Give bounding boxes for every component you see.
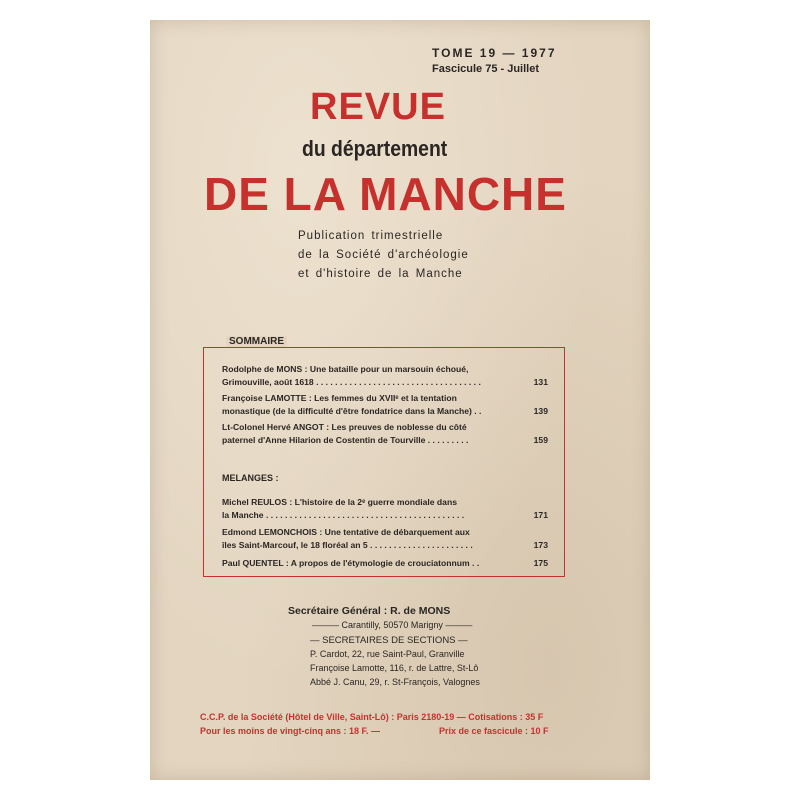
entry-title: A propos de l'étymologie de crouciatonnum . . <box>290 558 480 568</box>
entry-author: Michel REULOS : <box>222 497 293 507</box>
section-secretary: Françoise Lamotte, 116, r. de Lattre, St-Lô <box>310 663 479 673</box>
title-du-departement: du département <box>302 136 448 161</box>
entry-page: 173 <box>533 539 548 550</box>
entry-title: Les preuves de noblesse du côté <box>331 422 467 432</box>
entry-page: 171 <box>533 509 548 520</box>
publication-line-1: Publication trimestrielle <box>298 230 444 242</box>
entry-title: L'histoire de la 2ᵉ guerre mondiale dans <box>294 497 457 507</box>
melanges-entry <box>222 557 548 570</box>
melanges-heading: MELANGES : <box>222 473 279 483</box>
sommaire-heading: SOMMAIRE <box>226 336 287 347</box>
publication-line-3: et d'histoire de la Manche <box>298 268 463 280</box>
footer-price-right: Prix de ce fascicule : 10 F <box>439 726 549 736</box>
footer-price-left: Pour les moins de vingt-cinq ans : 18 F. — <box>200 726 381 736</box>
entry-title-cont: paternel d'Anne Hilarion de Costentin de Tourville . . . . . . . . . <box>222 434 469 445</box>
entry-page: 159 <box>533 434 548 445</box>
footer-ccp-line: C.C.P. de la Société (Hôtel de Ville, Saint-Lô) : Paris 2180-19 — Cotisations : 35 F <box>200 712 544 722</box>
entry-title-cont: monastique (de la difficulté d'être fondatrice dans la Manche) . . <box>222 405 482 416</box>
title-revue: REVUE <box>310 86 446 128</box>
entry-title-cont: îles Saint-Marcouf, le 18 floréal an 5 . . . . . . . . . . . . . . . . . . . . . . <box>222 539 473 550</box>
sommaire-entry <box>222 363 548 388</box>
entry-title: Une bataille pour un marsouin échoué, <box>309 364 469 374</box>
title-de-la-manche: DE LA MANCHE <box>204 168 567 220</box>
publication-line-2: de la Société d'archéologie <box>298 249 469 261</box>
entry-page: 139 <box>533 405 548 416</box>
journal-cover <box>150 20 650 780</box>
entry-author: Edmond LEMONCHOIS : <box>222 527 323 537</box>
entry-author: Lt-Colonel Hervé ANGOT : <box>222 422 330 432</box>
entry-author: Rodolphe de MONS : <box>222 364 308 374</box>
entry-title: Une tentative de débarquement aux <box>324 527 470 537</box>
entry-title-cont: Grimouville, août 1618 . . . . . . . . . . . . . . . . . . . . . . . . . . . . . . . . . . . <box>222 376 481 387</box>
melanges-entry <box>222 496 548 521</box>
entry-title-cont: la Manche . . . . . . . . . . . . . . . . . . . . . . . . . . . . . . . . . . . . . . . . . . <box>222 509 465 520</box>
tome-label: TOME 19 — 1977 <box>432 46 557 60</box>
entry-page: 131 <box>533 376 548 387</box>
entry-author: Françoise LAMOTTE : <box>222 393 312 403</box>
sommaire-entry <box>222 421 548 446</box>
sommaire-entry <box>222 392 548 417</box>
secretaire-general: Secrétaire Général : R. de MONS <box>288 605 451 617</box>
fascicule-label: Fascicule 75 - Juillet <box>432 63 539 75</box>
entry-author: Paul QUENTEL : <box>222 558 289 568</box>
secretaire-general-address: ——— Carantilly, 50570 Marigny ——— <box>312 620 473 630</box>
section-secretary: Abbé J. Canu, 29, r. St-François, Valognes <box>310 677 480 687</box>
section-secretary: P. Cardot, 22, rue Saint-Paul, Granville <box>310 649 465 659</box>
melanges-entry <box>222 526 548 551</box>
entry-title: Les femmes du XVIIᵉ et la tentation <box>314 393 457 403</box>
entry-page: 175 <box>533 558 548 568</box>
sections-heading: — SECRETAIRES DE SECTIONS — <box>310 635 468 646</box>
